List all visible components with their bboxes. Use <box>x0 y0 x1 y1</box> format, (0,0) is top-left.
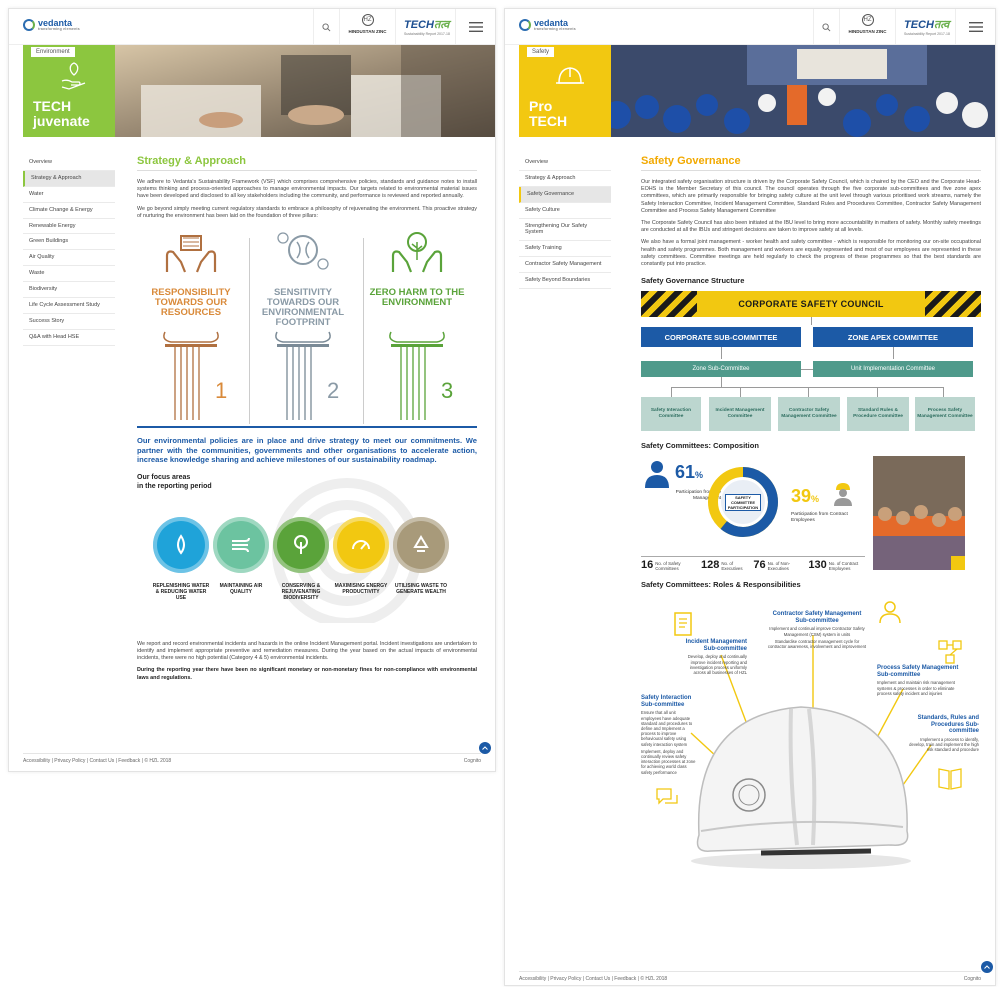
hero-title <box>33 99 90 129</box>
main-content <box>137 155 477 687</box>
contractor-safety-role <box>767 611 867 649</box>
top-bar <box>9 9 495 45</box>
structure-title: Safety Governance Structure <box>641 276 745 286</box>
safety-page <box>504 8 996 986</box>
focus-heading-line-1: Our focus areas <box>137 473 191 481</box>
connector-line <box>877 387 878 397</box>
pillar-2-number: 2 <box>327 378 340 404</box>
committee-count <box>808 560 865 571</box>
pillar-1-number: 1 <box>215 378 228 404</box>
committee-meeting-photo <box>873 456 965 570</box>
footer-links[interactable]: Accessibility | Privacy Policy | Contact Us | Feedback | © HZL 2018 <box>519 975 668 982</box>
management-label: Participation from the Management <box>675 490 721 502</box>
governance-paragraph-3: We also have a formal joint management - worker health and safety committee - which is responsible for monitoring our on-site occupational health and safety programmes. Both management and workers are equally represented and most of our employees are represented in these safety committees. Committee meetings are held regularly to check the progress of these programmes so that the best standards are constantly put into practice. <box>641 239 981 268</box>
recycle-icon <box>393 517 449 573</box>
vedanta-logo-mark <box>519 19 531 31</box>
committee-counts <box>641 556 865 571</box>
composition-infographic <box>641 456 981 580</box>
column-2-icon <box>273 328 333 423</box>
focus-heading <box>137 473 477 491</box>
chevron-up-icon <box>984 965 990 969</box>
main-content <box>641 155 981 871</box>
pillar-2-title: SENSITIVITY TOWARDS OUR ENVIRONMENTAL FOOTPRINT <box>261 287 345 329</box>
techtva-devanagari: तत्व <box>433 19 450 31</box>
pillar-1-title: RESPONSIBILITY TOWARDS OUR RESOURCES <box>151 287 231 319</box>
governance-paragraph-2: The Corporate Safety Council has also been initiated at the IBU level to bring more accountability in matters of safety. Monthly safety meetings are conducted at all the IBUs and stringent decisions are taken to improve safety at all levels. <box>641 220 981 234</box>
zone-sub-committee-box: Zone Sub-Committee <box>641 361 801 377</box>
section-nav <box>519 155 611 289</box>
nav-item[interactable]: Strategy & Approach <box>23 171 115 187</box>
hero-title-line-2: TECH <box>529 113 568 129</box>
unit-implementation-committee-box: Unit Implementation Committee <box>813 361 973 377</box>
connector-line <box>721 377 722 387</box>
chevron-up-icon <box>482 746 488 750</box>
standards-rules-role <box>909 715 979 752</box>
scroll-to-top-button[interactable] <box>981 961 993 973</box>
count-number: 130 <box>808 559 827 572</box>
techtva-logo[interactable] <box>395 9 455 45</box>
pillar-3-title: ZERO HARM TO THE ENVIRONMENT <box>369 287 465 309</box>
vedanta-logo[interactable] <box>23 19 80 32</box>
techtva-subtitle: Sustainability Report 2017-18 <box>404 32 450 36</box>
nav-item[interactable]: Success Story <box>23 314 115 330</box>
connector-line <box>893 347 894 359</box>
search-button[interactable] <box>313 9 339 45</box>
connector-line <box>671 387 672 397</box>
count-number: 128 <box>700 559 720 572</box>
role-text: Develop, deploy and continually improve incident reporting and investigation process uniformly across all businesses of HZL <box>687 654 747 676</box>
focus-area-label: CONSERVING & REJUVENATING BIODIVERSITY <box>281 582 321 601</box>
donut-label: SAFETY COMMITTEE PARTICIPATION <box>725 494 761 511</box>
nav-item[interactable]: Climate Change & Energy <box>23 203 115 219</box>
management-stat: 61% <box>675 462 704 483</box>
focus-area <box>151 517 211 601</box>
process-flow-icon <box>937 639 963 665</box>
hindustan-zinc-logo[interactable] <box>839 9 895 45</box>
globe-footprint-icon <box>273 228 333 278</box>
techtva-logo[interactable] <box>895 9 955 45</box>
committee-count <box>701 560 743 571</box>
corporate-safety-council-box <box>641 291 981 317</box>
hero-photo <box>597 45 996 137</box>
hamburger-icon <box>969 22 983 32</box>
role-title: Incident Management Sub-committee <box>685 639 747 652</box>
count-label: No. of Contract Employees <box>828 561 859 572</box>
techtva-devanagari: तत्व <box>933 19 950 31</box>
techtva-text: TECH <box>904 19 934 31</box>
role-title: Safety Interaction Sub-committee <box>641 695 692 708</box>
hard-hat-icon <box>555 61 585 91</box>
section-nav <box>23 155 115 346</box>
focus-area <box>271 517 331 601</box>
committee-box: Standard Rules & Procedure Committee <box>847 397 909 431</box>
commitment-callout: Our environmental policies are in place and drive strategy to meet our commitments. We partner with the communities, governments and other organisations to accelerate action, increase knowledge sharing and achieve milestones of our sustainability roadmap. <box>137 436 477 465</box>
section-tile <box>23 45 115 137</box>
committee-box: Contractor Safety Management Committee <box>778 397 840 431</box>
pillar-3-number: 3 <box>441 378 454 404</box>
section-tag[interactable]: Safety <box>527 47 554 57</box>
pillar-divider <box>249 238 250 424</box>
safety-interaction-role <box>641 695 697 775</box>
energy-gauge-icon <box>333 517 389 573</box>
count-label: No. of Safety Committees <box>655 561 681 572</box>
footer-credit[interactable]: Cognito <box>463 757 481 764</box>
hindustan-zinc-logo[interactable] <box>339 9 395 45</box>
column-1-icon <box>161 328 221 423</box>
contract-percent: 39 <box>791 486 812 507</box>
manager-icon <box>645 460 669 488</box>
air-icon <box>213 517 269 573</box>
hero-banner <box>9 45 495 137</box>
footer-links[interactable]: Accessibility | Privacy Policy | Contact Us | Feedback | © HZL 2018 <box>23 757 172 764</box>
techtva-text: TECH <box>404 19 434 31</box>
techtva-subtitle: Sustainability Report 2017-18 <box>904 32 950 36</box>
focus-areas <box>137 473 477 633</box>
role-text: Ensure that all unit employees have adequate standard and procedures to define and Implement a process to improve behavioural safety using safety interaction system <box>641 710 693 747</box>
committee-box: Safety Interaction Committee <box>641 397 701 431</box>
vedanta-logo-mark <box>23 19 35 31</box>
top-bar <box>505 9 995 45</box>
nav-item[interactable]: Overview <box>23 155 115 171</box>
focus-heading-line-2: in the reporting period <box>137 482 212 490</box>
role-text: Implement and maintain risk management systems & processes in order to eliminate process safety incident and injuries <box>877 680 955 696</box>
nav-item[interactable]: Strategy & Approach <box>519 171 611 187</box>
contract-label: Participation from Contract Employees <box>791 512 848 524</box>
role-text: Implement, deploy and continually review safety interaction processes at zone for achieving world class safety performance <box>641 748 696 775</box>
corporate-sub-committee-box: CORPORATE SUB-COMMITTEE <box>641 327 801 347</box>
nav-item[interactable]: Waste <box>23 266 115 282</box>
logo-subtext: transforming elements <box>38 27 80 31</box>
column-3-icon <box>387 328 447 423</box>
focus-area-label: MAINTAINING AIR QUALITY <box>219 582 263 595</box>
footer <box>23 753 481 767</box>
section-tile <box>519 45 611 137</box>
contract-stat: 39% <box>791 486 820 507</box>
connector-line <box>671 387 943 388</box>
connector-line <box>808 387 809 397</box>
footer-credit[interactable]: Cognito <box>963 975 981 982</box>
page-title: Safety Governance <box>641 155 981 171</box>
incident-report-icon <box>671 611 697 637</box>
nav-item[interactable]: Biodiversity <box>23 282 115 298</box>
environment-page <box>8 8 496 772</box>
hz-seal-icon: HZ <box>862 14 874 26</box>
hands-tree-icon <box>387 228 447 278</box>
nav-item[interactable]: Air Quality <box>23 250 115 266</box>
tree-icon <box>273 517 329 573</box>
management-percent: 61 <box>675 462 696 483</box>
focus-circles <box>151 517 451 601</box>
composition-title: Safety Committees: Composition <box>641 441 759 451</box>
hz-label: HINDUSTAN ZINC <box>348 29 387 34</box>
nav-item[interactable]: Contractor Safety Management <box>519 257 611 273</box>
worker-icon <box>833 482 853 506</box>
hazard-stripes <box>925 291 981 317</box>
vedanta-logo[interactable] <box>519 19 576 32</box>
hero-title-line-2: juvenate <box>33 113 90 129</box>
connector-line <box>943 387 944 397</box>
incidents-paragraph: We report and record environmental incidents and hazards in the online Incident Management portal. Incident investigations are undertaken to identify and implement appropriate preventive and remediation measures. During the year based on the actual impacts of environmental incidents, there were no high potential (Category 4 & 5) environmental incidents. <box>137 640 477 662</box>
role-text: Standardise contractor management cycle for contractor awareness, involvement and improvement <box>767 638 867 650</box>
nav-item[interactable]: Safety Beyond Boundaries <box>519 273 611 289</box>
committee-box: Incident Management Committee <box>709 397 771 431</box>
pillar-2 <box>253 228 353 426</box>
role-text: Implement a process to identify, develop, train and implement the high risk standard and procedure <box>909 737 979 753</box>
corporate-safety-council-label: CORPORATE SAFETY COUNCIL <box>738 299 884 310</box>
menu-button[interactable] <box>955 9 995 45</box>
zone-apex-committee-box: ZONE APEX COMMITTEE <box>813 327 973 347</box>
page-title: Strategy & Approach <box>137 155 477 171</box>
safety-interaction-icon <box>655 785 681 811</box>
hazard-stripes <box>641 291 697 317</box>
intro-paragraph: We adhere to Vedanta's Sustainability Framework (VSF) which comprises comprehensive policies, standards and guidance notes to install systems thinking and process-oriented approaches to manage environmental impacts. Our targets related to environmental material issues have been developed and disclosed to all key stakeholders including the community, and performance is reviewed and reported annually. <box>137 179 477 200</box>
nav-item[interactable]: Safety Culture <box>519 203 611 219</box>
pillars-intro-paragraph: We go beyond simply meeting current regulatory standards to embrace a philosophy of rejuvenating the environment. This proactive strategy of nurturing the environment has been laid on the foundation of three pillars: <box>137 205 477 219</box>
water-tap-icon <box>153 517 209 573</box>
three-pillars-graphic <box>137 228 477 428</box>
nav-item[interactable]: Overview <box>519 155 611 171</box>
count-number: 76 <box>753 559 766 572</box>
role-title: Standards, Rules and Procedures Sub-committee <box>917 715 979 735</box>
committee-box: Process Safety Management Committee <box>915 397 975 431</box>
logo-subtext: transforming elements <box>534 27 576 31</box>
focus-area <box>391 517 451 601</box>
rule-book-icon <box>937 765 963 791</box>
focus-area-label: UTILISING WASTE TO GENERATE WEALTH <box>394 582 448 595</box>
nav-item[interactable]: Safety Governance <box>519 187 611 203</box>
hamburger-icon <box>469 22 483 32</box>
fines-paragraph: During the reporting year there have been no significant monetary or non-monetary fines for non-compliance with environmental laws and regulations. <box>137 667 477 681</box>
footer <box>519 971 981 985</box>
incident-management-role <box>677 639 747 675</box>
count-number: 16 <box>641 559 654 572</box>
nav-item[interactable]: Q&A with Head HSE <box>23 330 115 346</box>
pillar-divider <box>363 238 364 424</box>
hero-title-line-1: TECH <box>33 98 72 114</box>
hero-banner <box>505 45 995 137</box>
connector-line <box>740 387 741 397</box>
governance-structure-chart <box>641 291 981 451</box>
nav-item[interactable]: Strengthening Our Safety System <box>519 219 611 242</box>
nav-item[interactable]: Safety Training <box>519 241 611 257</box>
contractor-user-icon <box>877 599 903 625</box>
roles-title: Safety Committees: Roles & Responsibilities <box>641 580 801 590</box>
hero-title-line-1: Pro <box>529 98 553 114</box>
role-title: Contractor Safety Management Sub-committee <box>772 611 862 624</box>
menu-button[interactable] <box>455 9 495 45</box>
pillar-1 <box>141 228 241 426</box>
hands-resources-icon <box>161 228 221 278</box>
hz-seal-icon: HZ <box>362 14 374 26</box>
count-label: No. of Executives <box>721 561 743 572</box>
search-button[interactable] <box>813 9 839 45</box>
nav-item[interactable]: Life Cycle Assessment Study <box>23 298 115 314</box>
pillar-3 <box>367 228 467 426</box>
hz-label: HINDUSTAN ZINC <box>848 29 887 34</box>
count-label: No. of Non-Executives <box>767 561 791 572</box>
process-safety-role <box>877 665 969 696</box>
nav-item[interactable]: Green Buildings <box>23 234 115 250</box>
logo-text: vedanta <box>534 18 569 28</box>
search-icon <box>322 23 331 32</box>
connector-line <box>801 369 813 370</box>
search-icon <box>822 23 831 32</box>
focus-area <box>211 517 271 601</box>
section-tag[interactable]: Environment <box>31 47 75 57</box>
focus-area-label: MAXIMISING ENERGY PRODUCTIVITY <box>334 582 388 595</box>
focus-area <box>331 517 391 601</box>
hero-title <box>529 99 567 129</box>
connector-line <box>721 347 722 359</box>
connector-line <box>811 317 812 325</box>
nav-item[interactable]: Water <box>23 187 115 203</box>
focus-area-label: REPLENISHING WATER & REDUCING WATER USE <box>152 582 210 601</box>
committee-count <box>641 560 691 571</box>
committee-count <box>753 560 798 571</box>
plant-in-hand-icon <box>59 61 89 91</box>
nav-item[interactable]: Renewable Energy <box>23 219 115 235</box>
governance-paragraph-1: Our integrated safety organisation structure is driven by the Corporate Safety Council, which is chaired by the CEO and the Corporate Head-EOHS is the Member Secretary of this council. The council operates through the five corporate sub-committees and five zone apex committees, which are primarily responsible for bringing safety culture at the unit level through various prioritised work streams, namely the Safety Interaction Committee, Incident Management Committee, Standard Rules and Procedures Committee, Contractor Safety Management Committee and Process Safety Management Committee <box>641 179 981 214</box>
role-title: Process Safety Management Sub-committee <box>877 665 959 678</box>
hero-photo <box>101 45 496 137</box>
role-text: Implement and continual improve Contractor Safety Management (CSM) system in units <box>769 626 865 637</box>
roles-infographic <box>641 595 981 871</box>
logo-text: vedanta <box>38 18 73 28</box>
